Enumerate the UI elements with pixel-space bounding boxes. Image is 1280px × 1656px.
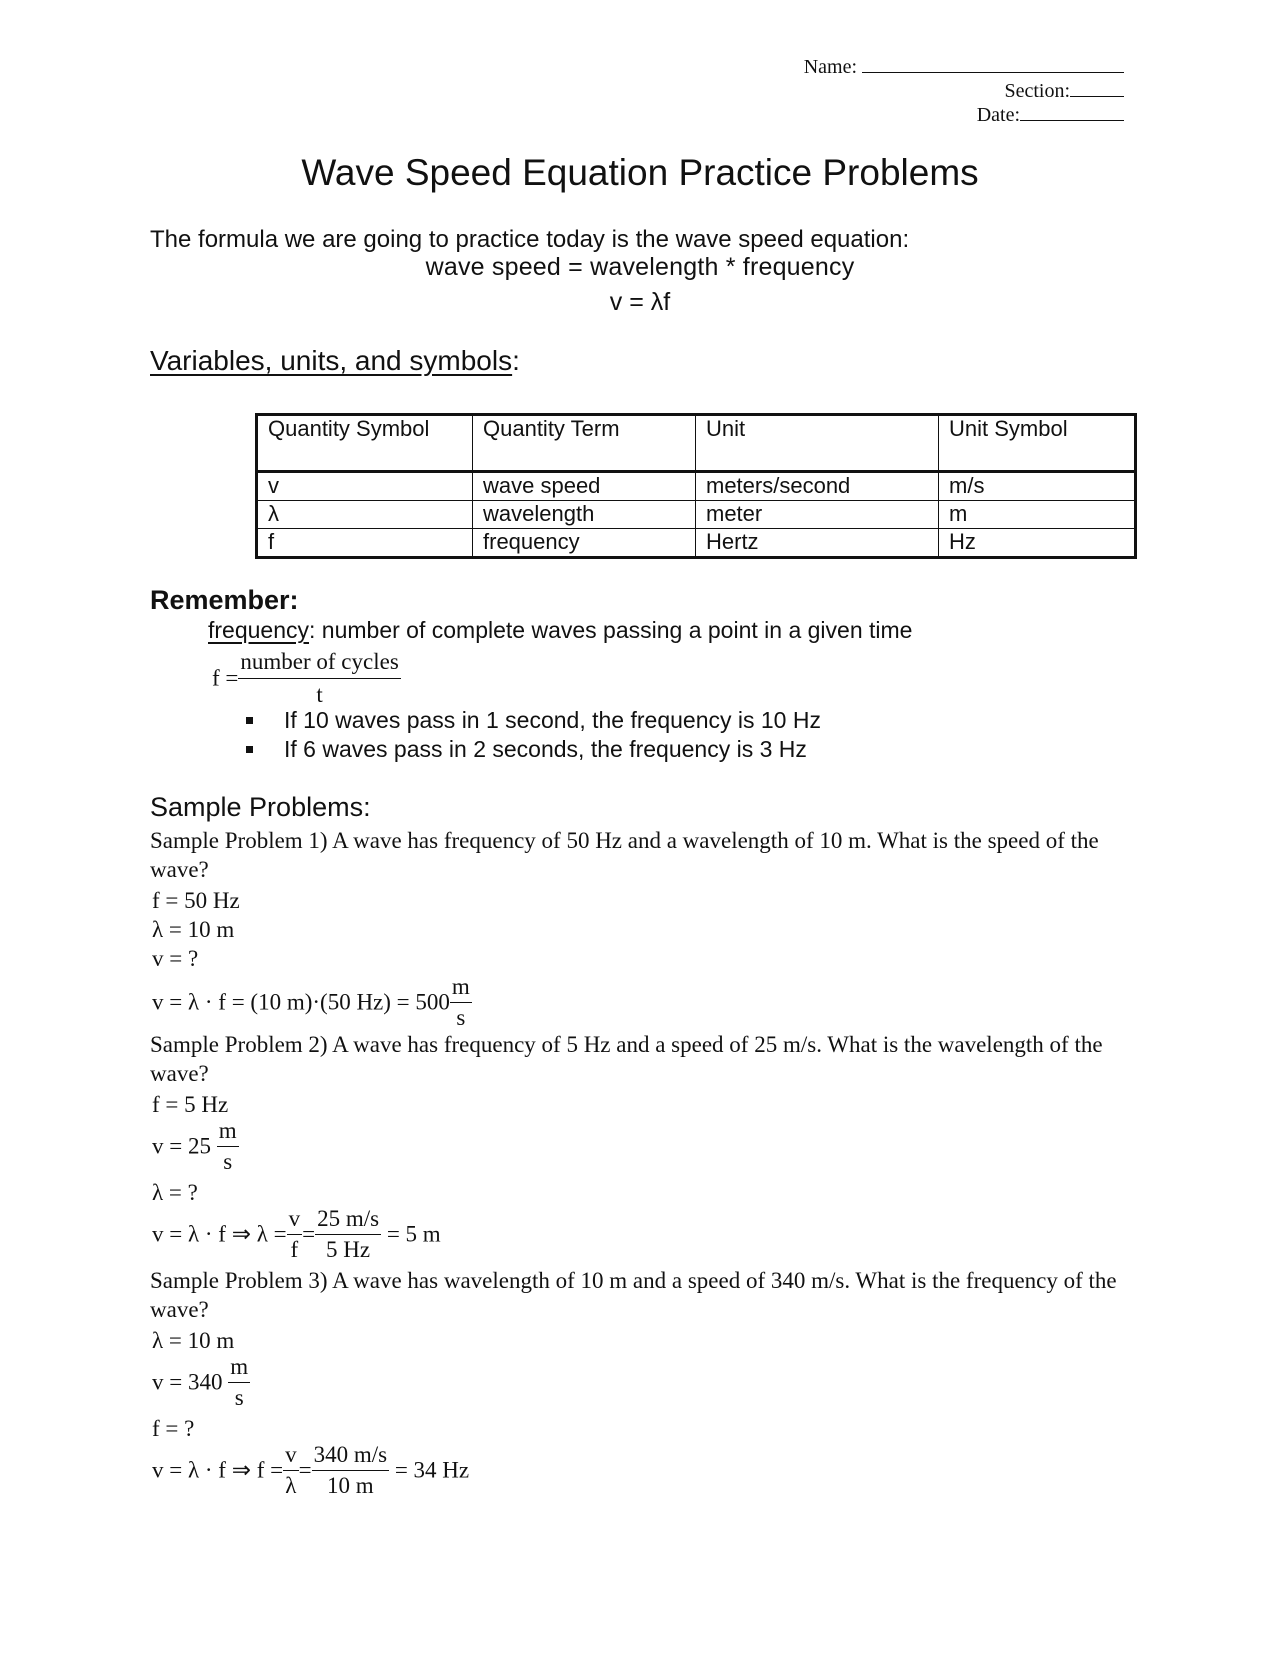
table-cell: meter — [696, 501, 939, 529]
table-cell: Hertz — [696, 529, 939, 558]
table-header-cell: Quantity Term — [473, 415, 696, 472]
p3-given-lambda: λ = 10 m — [152, 1328, 235, 1353]
samples-heading: Sample Problems: — [150, 792, 371, 822]
page-title: Wave Speed Equation Practice Problems — [301, 152, 979, 193]
section-label: Section: — [1004, 80, 1070, 102]
frequency-formula: f = $\frac{\text{number of cycles}}{t}$ — [212, 646, 401, 711]
table-header-cell: Unit — [696, 415, 939, 472]
table-header-cell: Quantity Symbol — [257, 415, 473, 472]
problem-1-text: Sample Problem 1) A wave has frequency of 50 Hz and a wavelength of 10 m. What is the speed of the wave? — [150, 828, 1099, 882]
frequency-definition: frequency: number of complete waves passing a point in a given time — [208, 617, 913, 643]
frequency-term: frequency — [208, 617, 310, 643]
variables-heading: Variables, units, and symbols: — [150, 345, 520, 376]
table-row — [257, 472, 1136, 501]
table-row — [257, 501, 1136, 529]
p3-unknown: f = ? — [152, 1416, 195, 1441]
date-field[interactable] — [977, 102, 1124, 127]
name-label: Name: — [803, 56, 857, 78]
p1-given-f: f = 50 Hz — [152, 888, 240, 913]
date-label: Date: — [976, 104, 1020, 126]
table-cell: f — [257, 529, 473, 558]
p2-solution: v = λ · f ⇒ λ = $\frac{v}{f}$ = $\frac{25 m/s}{5 Hz}$ = 5 m — [152, 1206, 441, 1262]
section-field[interactable] — [1004, 78, 1124, 103]
table-cell: wave speed — [473, 472, 696, 501]
problem-2-text: Sample Problem 2) A wave has frequency of 5 Hz and a speed of 25 m/s. What is the wavelength of the wave? — [150, 1032, 1103, 1086]
p3-solution: v = λ · f ⇒ f = $\frac{v}{\lambda}$ = $\frac{340 m/s}{10 m}$ = 34 Hz — [152, 1442, 470, 1498]
name-field[interactable] — [804, 54, 1124, 79]
p3-given-v: v = 340 $\frac{m}{s}$ — [152, 1354, 249, 1410]
variables-table — [255, 413, 1137, 559]
p1-solution: v = λ · f = (10 m)·(50 Hz) = 500 $\frac{m}{s}$ — [152, 974, 470, 1030]
symbol-equation: v = λf — [609, 288, 671, 316]
date-blank[interactable] — [1020, 102, 1124, 121]
table-row — [257, 529, 1136, 558]
table-cell: λ — [257, 501, 473, 529]
table-header-cell: Unit Symbol — [939, 415, 1136, 472]
bullet-icon — [246, 746, 253, 753]
name-blank[interactable] — [862, 54, 1124, 73]
table-cell: frequency — [473, 529, 696, 558]
p2-given-v: v = 25 $\frac{m}{s}$ — [152, 1118, 237, 1174]
table-cell: wavelength — [473, 501, 696, 529]
table-cell: m — [939, 501, 1136, 529]
remember-heading: Remember: — [150, 585, 299, 615]
table-cell: m/s — [939, 472, 1136, 501]
word-equation: wave speed = wavelength * frequency — [425, 253, 855, 281]
table-cell: Hz — [939, 529, 1136, 558]
p1-given-lambda: λ = 10 m — [152, 917, 235, 942]
section-blank[interactable] — [1070, 78, 1124, 97]
problem-3-text: Sample Problem 3) A wave has wavelength of 10 m and a speed of 340 m/s. What is the frequency of the wave? — [150, 1268, 1117, 1322]
intro-text: The formula we are going to practice today is the wave speed equation: — [150, 226, 910, 253]
p2-unknown: λ = ? — [152, 1180, 198, 1205]
table-header-row — [257, 415, 1136, 472]
table-cell: meters/second — [696, 472, 939, 501]
table-cell: v — [257, 472, 473, 501]
p1-unknown: v = ? — [152, 946, 199, 971]
p2-given-f: f = 5 Hz — [152, 1092, 229, 1117]
bullet-icon — [246, 717, 253, 724]
